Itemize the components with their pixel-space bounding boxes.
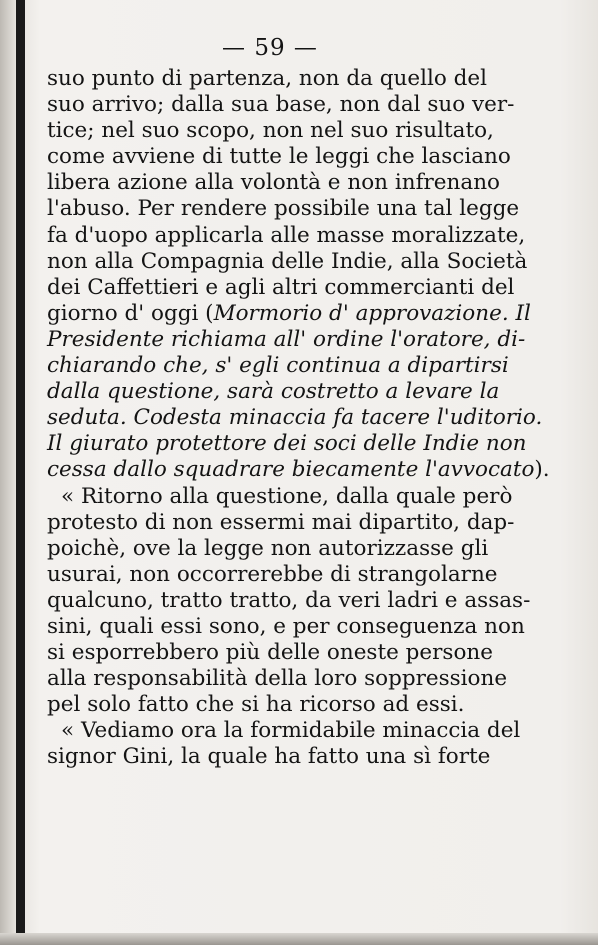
- text-line: seduta. Codesta minaccia fa tacere l'uditorio.: [47, 405, 543, 431]
- roman-segment: giorno d' oggi (: [47, 300, 214, 326]
- text-line: Presidente richiama all' ordine l'oratore, di-: [47, 326, 526, 352]
- text-line: si esporrebbero più delle oneste persone: [47, 640, 493, 666]
- text-line: libera azione alla volontà e non infrenano: [47, 170, 500, 196]
- text-line: fa d'uopo applicarla alle masse moralizzate,: [47, 222, 526, 248]
- text-line-mixed: [47, 457, 550, 483]
- italic-segment: cessa dallo squadrare biecamente l'avvocato: [47, 457, 535, 483]
- page-bottom-edge: [0, 933, 598, 945]
- paragraph-end-line: pel solo fatto che si ha ricorso ad essi.: [47, 692, 465, 718]
- book-binding: [16, 0, 25, 945]
- binding-shadow: [0, 0, 16, 945]
- text-line: dei Caffettieri e agli altri commercianti del: [47, 274, 515, 300]
- body-text: [47, 66, 550, 771]
- text-line: dalla questione, sarà costretto a levare la: [47, 379, 500, 405]
- text-line: chiarando che, s' egli continua a dipartirsi: [47, 353, 509, 379]
- roman-segment: ).: [534, 457, 550, 483]
- text-line: suo punto di partenza, non da quello del: [47, 66, 488, 91]
- text-line: alla responsabilità della loro soppressione: [47, 666, 508, 692]
- text-line: Il giurato protettore dei soci delle Indie non: [47, 431, 527, 457]
- text-line: tice; nel suo scopo, non nel suo risultato,: [47, 118, 494, 144]
- text-line: l'abuso. Per rendere possibile una tal legge: [47, 196, 520, 222]
- paragraph-start-line: « Ritorno alla questione, dalla quale però: [61, 483, 513, 509]
- text-line: qualcuno, tratto tratto, da veri ladri e assas-: [47, 587, 531, 613]
- text-line: protesto di non essermi mai dipartito, dap-: [47, 509, 515, 535]
- italic-segment: Mormorio d' approvazione. Il: [213, 300, 531, 326]
- text-line: signor Gini, la quale ha fatto una sì forte: [47, 744, 491, 770]
- page-number: — 59 —: [222, 35, 318, 61]
- text-line: usurai, non occorrerebbe di strangolarne: [47, 561, 498, 587]
- paragraph-start-line: « Vediamo ora la formidabile minaccia del: [61, 718, 521, 744]
- text-line: poichè, ove la legge non autorizzasse gli: [47, 535, 489, 561]
- text-line-mixed: [47, 300, 531, 327]
- text-line: come avviene di tutte le leggi che lasciano: [47, 144, 511, 170]
- text-line: suo arrivo; dalla sua base, non dal suo ver-: [47, 92, 515, 118]
- text-line: sini, quali essi sono, e per conseguenza non: [47, 613, 525, 639]
- text-line: non alla Compagnia delle Indie, alla Società: [47, 248, 528, 274]
